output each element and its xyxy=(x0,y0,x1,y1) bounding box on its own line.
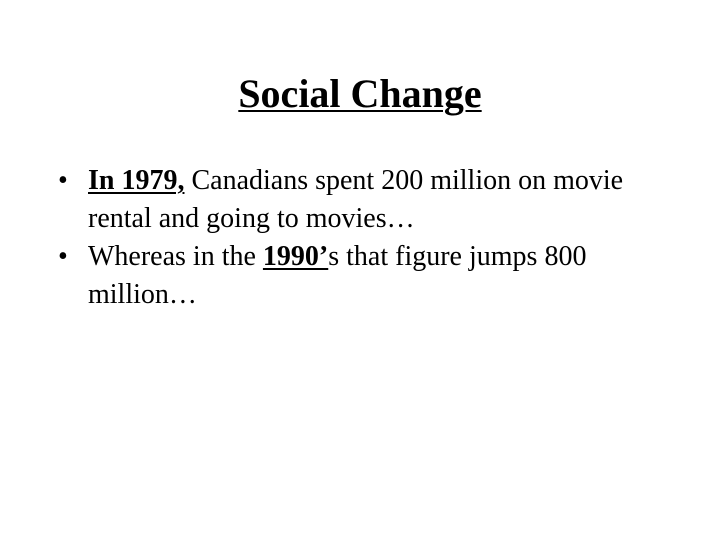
bullet-item-1990s xyxy=(58,238,678,314)
bullet-dot-icon: • xyxy=(58,165,68,196)
bullet-text: Canadians spent 200 million on movie rental and going to movies… xyxy=(88,165,624,234)
slide-title: Social Change xyxy=(238,71,482,116)
bullet-dot-icon: • xyxy=(58,241,68,272)
bullet-emphasis-decade: 1990’ xyxy=(262,241,329,272)
bullet-item-1979 xyxy=(58,162,678,238)
bullet-list xyxy=(58,162,678,314)
bullet-text: s that figure jumps 800 million… xyxy=(88,241,587,310)
bullet-emphasis-year: In 1979, xyxy=(88,165,185,196)
bullet-lead-text: Whereas in the xyxy=(88,241,263,272)
